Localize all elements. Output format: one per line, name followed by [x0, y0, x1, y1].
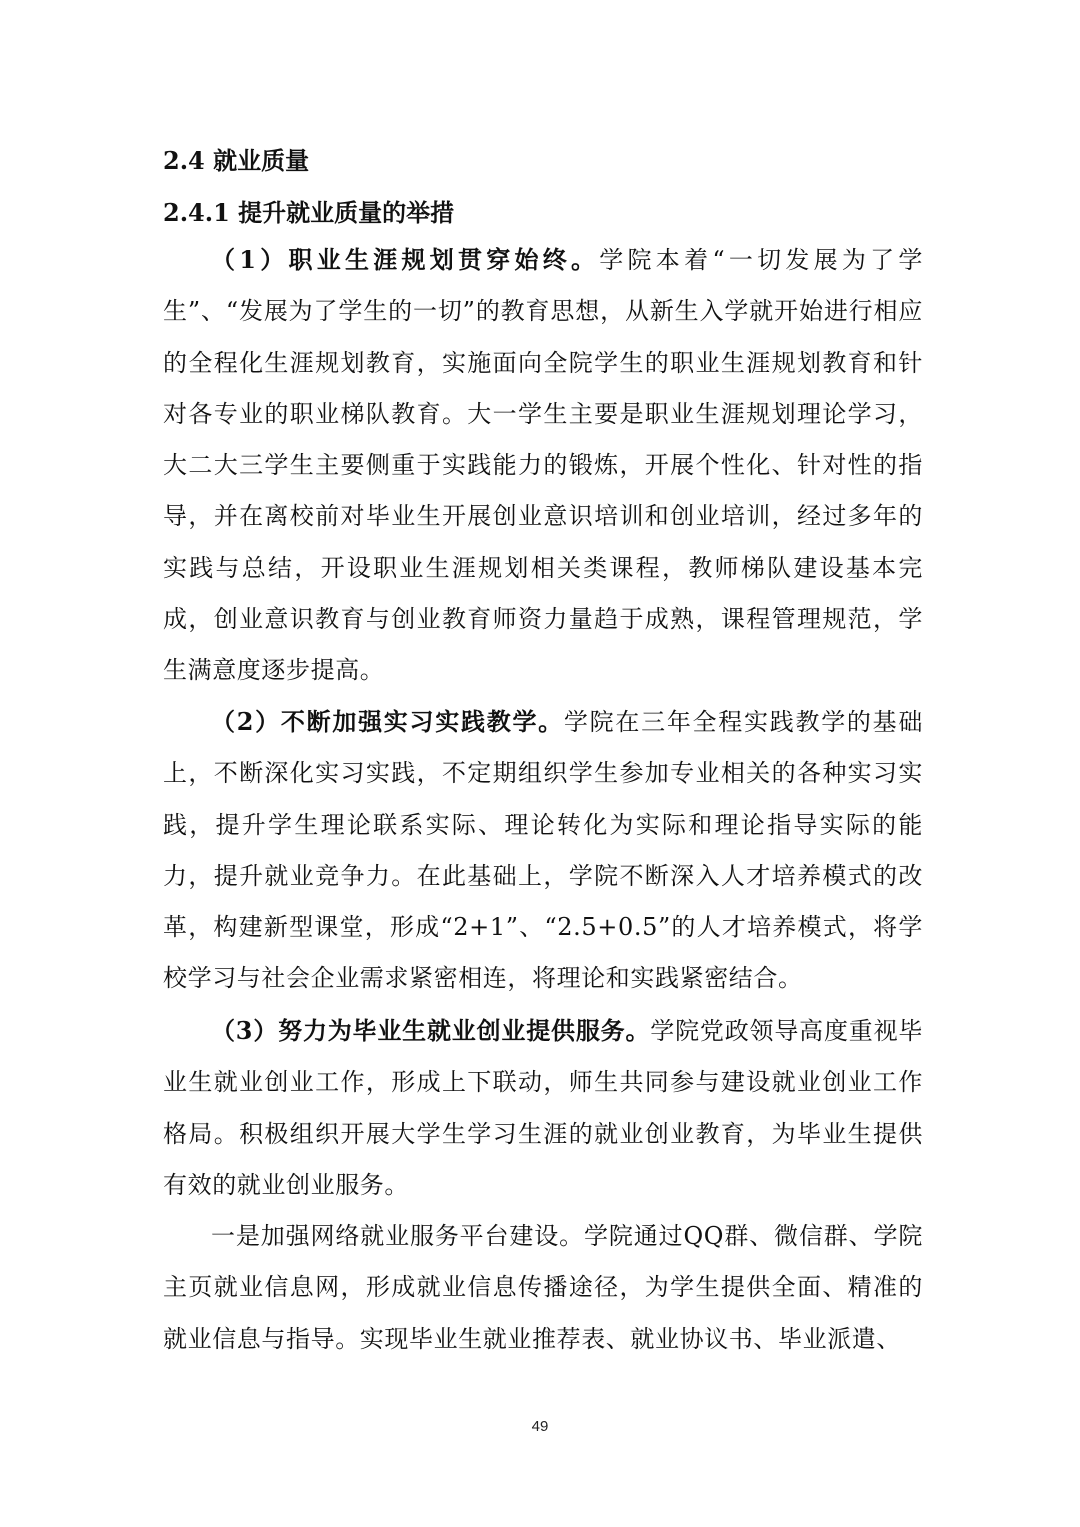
paragraph-lead: （2）不断加强实习实践教学。 [211, 707, 564, 736]
paragraph-career-planning [163, 234, 923, 697]
section-heading: 2.4 就业质量 [163, 146, 310, 175]
paragraph-network-platform [163, 1210, 923, 1365]
paragraph-body: 学院党政领导高度重视毕业生就业创业工作，形成上下联动，师生共同参与建设就业创业工作格局。积极组织开展大学生学习生涯的就业创业教育，为毕业生提供有效的就业创业服务。 [163, 1017, 923, 1199]
paragraph-internship-practice [163, 696, 923, 1005]
paragraph-body: 学院本着“一切发展为了学生”、“发展为了学生的一切”的教育思想，从新生入学就开始进行相应的全程化生涯规划教育，实施面向全院学生的职业生涯规划教育和针对各专业的职业梯队教育。大一学生主要是职业生涯规划理论学习，大二大三学生主要侧重于实践能力的锻炼，开展个性化、针对性的指导，并在离校前对毕业生开展创业意识培训和创业培训，经过多年的实践与总结，开设职业生涯规划相关类课程，教师梯队建设基本完成，创业意识教育与创业教育师资力量趋于成熟，课程管理规范，学生满意度逐步提高。 [163, 246, 923, 685]
paragraph-body: 一是加强网络就业服务平台建设。学院通过QQ群、微信群、学院主页就业信息网，形成就业信息传播途径，为学生提供全面、精准的就业信息与指导。实现毕业生就业推荐表、就业协议书、毕业派遣、 [163, 1222, 923, 1353]
paragraph-lead: （3）努力为毕业生就业创业提供服务。 [211, 1016, 651, 1045]
paragraph-employment-services [163, 1005, 923, 1211]
paragraph-lead: （1）职业生涯规划贯穿始终。 [211, 245, 600, 274]
page-number: 49 [531, 1418, 549, 1435]
subsection-heading: 2.4.1 提升就业质量的举措 [163, 198, 455, 227]
paragraph-body: 学院在三年全程实践教学的基础上，不断深化实习实践，不定期组织学生参加专业相关的各种实习实践，提升学生理论联系实际、理论转化为实际和理论指导实际的能力，提升就业竞争力。在此基础上，学院不断深入人才培养模式的改革，构建新型课堂，形成“2+1”、“2.5+0.5”的人才培养模式，将学校学习与社会企业需求紧密相连，将理论和实践紧密结合。 [163, 708, 923, 993]
